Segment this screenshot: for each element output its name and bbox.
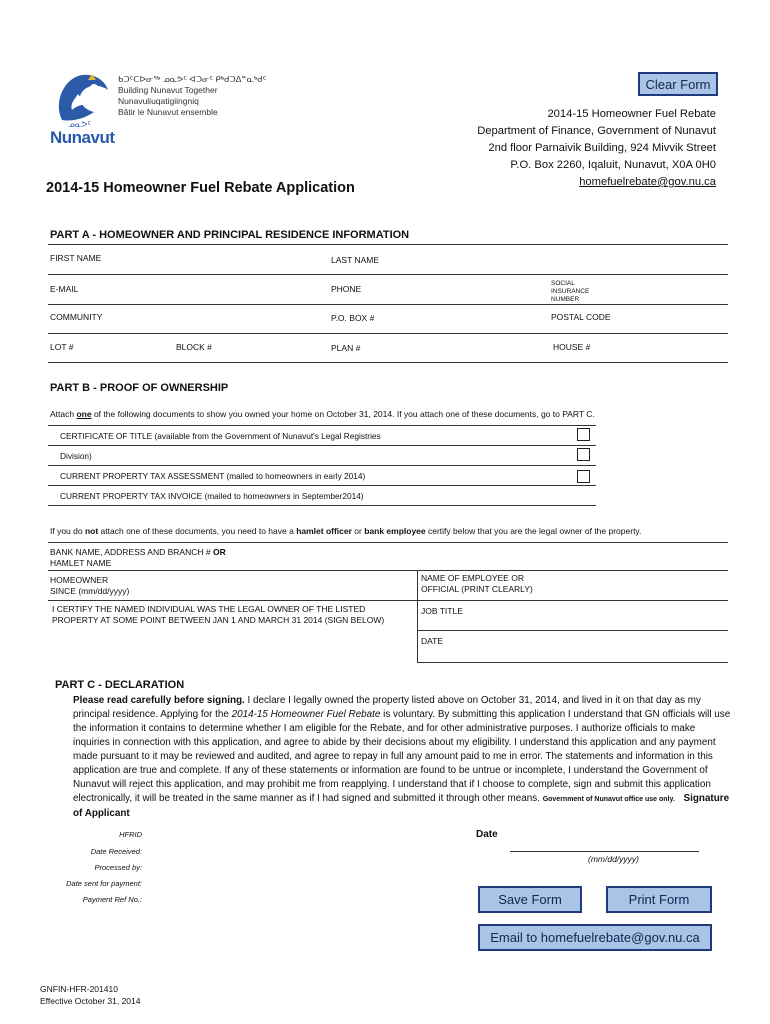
house-label: HOUSE # <box>553 342 591 352</box>
doc-tax-assessment: CURRENT PROPERTY TAX ASSESSMENT (mailed to homeowners in early 2014) <box>60 471 366 481</box>
declaration-text: Please read carefully before signing. I declare I legally owned the property listed above on October 31, 2014, and lived in it on that day as my principal residence. Applying for the 2014-15 Homeowner Fuel Rebate is voluntary. By submitting this application I understand that GN officials will use the information it contains to determine whether I am eligible for the Rebate, and for other administrative purposes. I authorize officials to make inquiries in connection with this application, and agree to abide by their decisions about my eligibility. I understand this application and any payment made pursuant to it may be reviewed and audited, and agree to repay in full any amount paid to me in error. The statements and information in this application are true and complete. If any of these statements or information are found to be untrue or incomplete, I understand the Government of Nunavut will reject this application, and may prohibit me from reapplying. I understand that if I choose to complete, sign and submit this application electronically, it will be treated in the same manner as if I had signed and submitted it through other means. Government of Nunavut office use only. Signature of Applicant <box>73 695 731 819</box>
declaration-date-label: Date <box>476 829 498 840</box>
address-street: 2nd floor Parnaivik Building, 924 Mivvik Street <box>488 142 716 154</box>
job-title-label: JOB TITLE <box>421 606 463 616</box>
logo-tagline-inuinnaqtun: Nunavuliuqatigiingniq <box>118 96 199 106</box>
date-label: DATE <box>421 636 444 646</box>
logo-tagline <box>118 74 266 118</box>
doc-tax-invoice: CURRENT PROPERTY TAX INVOICE (mailed to homeowners in September2014) <box>60 491 364 501</box>
logo-wordmark-syllabics: ᓄᓇᕗᑦ <box>68 120 91 129</box>
logo-wordmark: Nunavut <box>50 128 115 147</box>
clear-form-button[interactable]: Clear Form <box>638 72 718 96</box>
lot-label: LOT # <box>50 342 74 352</box>
plan-label: PLAN # <box>331 343 361 353</box>
email-label: E-MAIL <box>50 284 79 294</box>
office-use-heading: Government of Nunavut office use only. <box>542 796 675 803</box>
certify-instruction: If you do not attach one of these documents, you need to have a hamlet officer or bank employee certify below that you are the legal owner of the property. <box>50 526 642 536</box>
last-name-label: LAST NAME <box>331 255 380 265</box>
certify-statement: I CERTIFY THE NAMED INDIVIDUAL WAS THE LEGAL OWNER OF THE LISTED PROPERTY AT SOME POINT BETWEEN JAN 1 AND MARCH 31 2014 (SIGN BELOW) <box>52 604 385 625</box>
effective-date: Effective October 31, 2014 <box>40 996 141 1006</box>
address-program: 2014-15 Homeowner Fuel Rebate <box>547 108 716 120</box>
form-code: GNFIN-HFR-201410 <box>40 984 118 994</box>
nunavut-logo <box>48 70 120 150</box>
signature-label: Signature of Applicant <box>73 793 730 819</box>
homeowner-since-label: HOMEOWNER SINCE (mm/dd/yyyy) <box>50 575 130 596</box>
community-label: COMMUNITY <box>50 312 103 322</box>
save-form-button[interactable]: Save Form <box>478 886 582 913</box>
date-format-hint: (mm/dd/yyyy) <box>588 854 639 864</box>
postal-code-label: POSTAL CODE <box>551 312 611 322</box>
sin-label: SOCIAL INSURANCE NUMBER <box>551 280 590 303</box>
part-c-heading: PART C - DECLARATION <box>55 679 185 691</box>
logo-syllabics-line: ᑲᑐᑦᑕᐅᓂᖅ ᓄᓇᕗᑦ ᐊᑐᓂᑦ ᑭᒃᑯᑐᐃᓐᓇᒃᑯᑦ <box>118 74 267 84</box>
print-form-button[interactable]: Print Form <box>606 886 712 913</box>
processed-by-label: Processed by: <box>94 863 142 872</box>
part-b-heading: PART B - PROOF OF OWNERSHIP <box>50 382 229 394</box>
logo-tagline-french: Bâtir le Nunavut ensemble <box>118 107 218 117</box>
hfrid-label: HFRID <box>119 830 142 839</box>
tax-invoice-checkbox[interactable] <box>577 470 590 483</box>
department-address <box>477 106 716 191</box>
employee-name-label: NAME OF EMPLOYEE OR OFFICIAL (PRINT CLEARLY) <box>421 573 533 594</box>
date-received-label: Date Received: <box>90 847 142 856</box>
date-sent-label: Date sent for payment: <box>66 879 142 888</box>
address-email-link[interactable]: homefuelrebate@gov.nu.ca <box>579 176 716 188</box>
block-label: BLOCK # <box>176 342 212 352</box>
page-title: 2014-15 Homeowner Fuel Rebate Application <box>46 180 355 196</box>
doc-certificate-of-title: CERTIFICATE OF TITLE (available from the Government of Nunavut's Legal Registries <box>60 431 381 441</box>
phone-label: PHONE <box>331 284 362 294</box>
address-po-box: P.O. Box 2260, Iqaluit, Nunavut, X0A 0H0 <box>510 159 716 171</box>
po-box-label: P.O. BOX # <box>331 313 375 323</box>
email-form-button[interactable]: Email to homefuelrebate@gov.nu.ca <box>478 924 712 951</box>
first-name-label: FIRST NAME <box>50 253 102 263</box>
doc-certificate-division: Division) <box>60 451 92 461</box>
certificate-of-title-checkbox[interactable] <box>577 428 590 441</box>
part-a-heading: PART A - HOMEOWNER AND PRINCIPAL RESIDENCE INFORMATION <box>50 229 410 241</box>
logo-tagline-english: Building Nunavut Together <box>118 85 218 95</box>
part-b-intro: Attach one of the following documents to show you owned your home on October 31, 2014. If you attach one of these documents, go to PART C. <box>50 409 595 419</box>
address-department: Department of Finance, Government of Nunavut <box>477 125 716 137</box>
tax-assessment-checkbox[interactable] <box>577 448 590 461</box>
payment-ref-label: Payment Ref No.: <box>82 895 142 904</box>
bank-name-label: BANK NAME, ADDRESS AND BRANCH # OR HAMLET NAME <box>50 547 226 568</box>
